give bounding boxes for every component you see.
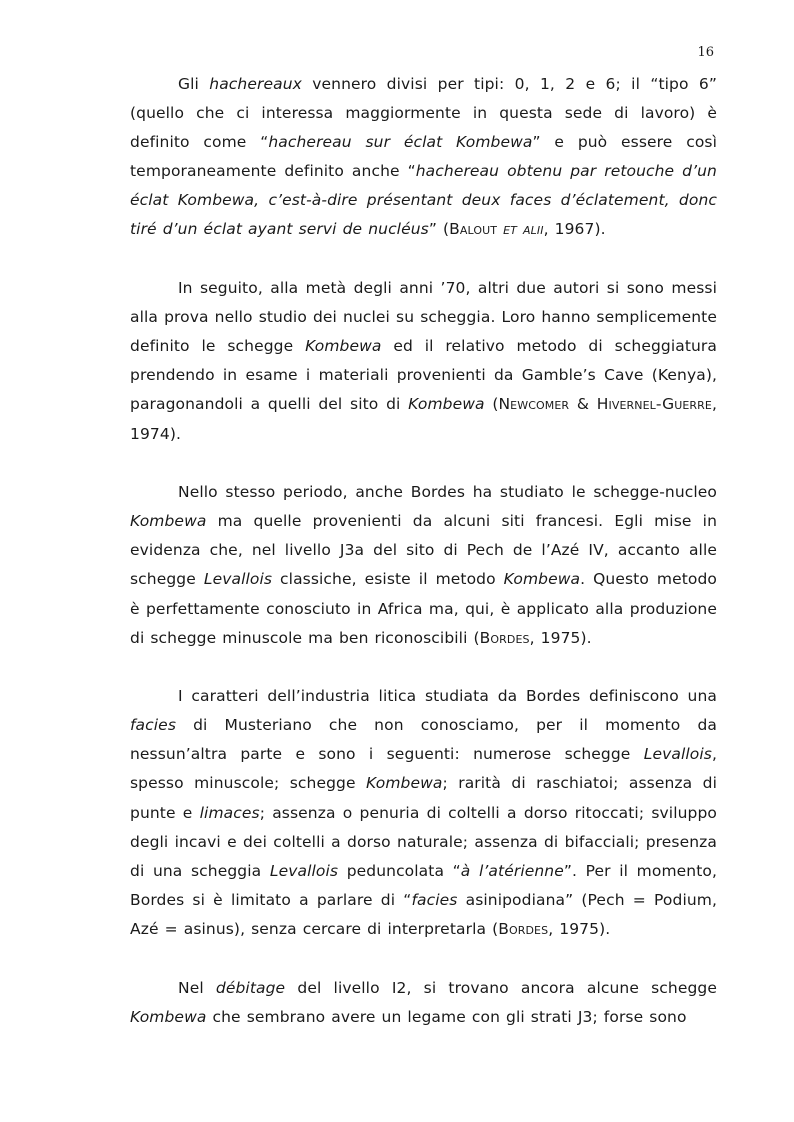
text-run: facies — [130, 716, 176, 735]
text-run: ” ( — [428, 220, 450, 239]
text-run: hachereaux — [209, 75, 302, 93]
text-run: ”. Per il momento, Bordes si è limitato a parlare di “ — [130, 861, 717, 909]
text-run: In seguito, alla metà degli anni ’70, altri due autori si sono messi alla prova nello studio dei nuclei su scheggia. Loro hanno semplicemente definito le schegge — [130, 279, 717, 356]
text-run: , 1975). — [548, 919, 611, 938]
text-run: Nello stesso periodo, anche Bordes ha studiato le schegge-nucleo — [178, 483, 717, 502]
text-run: che sembrano avere un legame con gli strati J3; forse sono — [206, 1007, 687, 1026]
text-run: ; rarità di raschiatoi; assenza di punte e — [130, 774, 717, 822]
text-run: ed il relativo metodo di scheggiatura prendendo in esame i materiali provenienti da Gamble’s Cave (Kenya), paragonandoli a quelli del sito di — [130, 337, 718, 414]
text-run: , spesso minuscole; schegge — [130, 745, 717, 793]
paragraph-5 — [130, 974, 717, 1032]
text-run: limaces — [199, 803, 260, 822]
text-run: débitage — [215, 978, 286, 997]
text-run: del livello I2, si trovano ancora alcune schegge — [285, 978, 718, 997]
text-run: Balout — [449, 220, 498, 239]
text-run: Levallois — [203, 570, 273, 589]
text-run: Nel — [178, 978, 216, 997]
text-run: Kombewa — [366, 774, 443, 793]
text-run: ; assenza o penuria di coltelli a dorso ritoccati; sviluppo degli incavi e dei coltelli a dorso naturale; assenza di bifacciali; presenza di una scheggia — [130, 803, 717, 880]
text-run: , 1975). — [529, 628, 592, 647]
text-run: Kombewa — [130, 1007, 207, 1026]
text-run: Levallois — [269, 861, 339, 880]
text-run: , 1967). — [543, 220, 606, 239]
text-run: , 1974). — [130, 395, 717, 443]
text-run: asinipodiana” (Pech = Podium, Azé = asinus), senza cercare di interpretarla ( — [130, 890, 717, 938]
text-run: à l’atérienne — [460, 861, 564, 880]
text-run: ( — [484, 395, 499, 414]
text-run: di Musteriano che non conosciamo, per il momento da nessun’altra parte e sono i seguenti: numerose schegge — [130, 716, 717, 764]
text-run: Kombewa — [130, 512, 207, 531]
text-run: ma quelle provenienti da alcuni siti francesi. Egli mise in evidenza che, nel livello J3a del sito di Pech de l’Azé IV, accanto alle schegge — [130, 512, 717, 589]
body-text — [130, 70, 717, 1032]
text-run: & — [569, 395, 597, 414]
page-number: 16 — [697, 45, 714, 60]
paragraph-4 — [130, 682, 717, 944]
text-run: et alii — [503, 220, 544, 239]
text-run: Kombewa — [408, 395, 485, 414]
text-run: classiche, esiste il metodo — [272, 570, 504, 589]
text-run: Gli — [178, 75, 210, 93]
text-run: Levallois — [643, 745, 712, 764]
text-run: I caratteri dell’industria litica studiata da Bordes definiscono una — [178, 687, 717, 706]
text-run: peduncolata “ — [338, 861, 461, 880]
text-run: Kombewa — [305, 337, 382, 356]
text-run: Newcomer — [498, 395, 570, 414]
paragraph-1 — [130, 70, 717, 245]
paragraph-2 — [130, 274, 717, 449]
text-run: . Questo metodo è perfettamente conosciuto in Africa ma, qui, è applicato alla produzione di schegge minuscole ma ben riconoscibili ( — [130, 570, 717, 647]
text-run: facies — [411, 890, 458, 909]
text-run: Hivernel-Guerre — [596, 395, 712, 414]
text-run: Bordes — [498, 919, 549, 938]
text-run: vennero divisi per tipi: 0, 1, 2 e 6; il “tipo 6” (quello che ci interessa maggiormente in questa sede di lavoro) è definito come “ — [130, 75, 718, 152]
text-run: hachereau sur éclat Kombewa — [268, 133, 533, 152]
text-run: Kombewa — [503, 570, 581, 589]
text-run: ” e può essere così temporaneamente definito anche “ — [130, 133, 718, 181]
paragraph-3 — [130, 478, 717, 653]
text-run: hachereau obtenu par retouche d’un éclat Kombewa, c’est-à-dire présentant deux faces d’éclatement, donc tiré d’un éclat ayant servi de nucléus — [130, 162, 717, 239]
text-run: Bordes — [479, 628, 530, 647]
